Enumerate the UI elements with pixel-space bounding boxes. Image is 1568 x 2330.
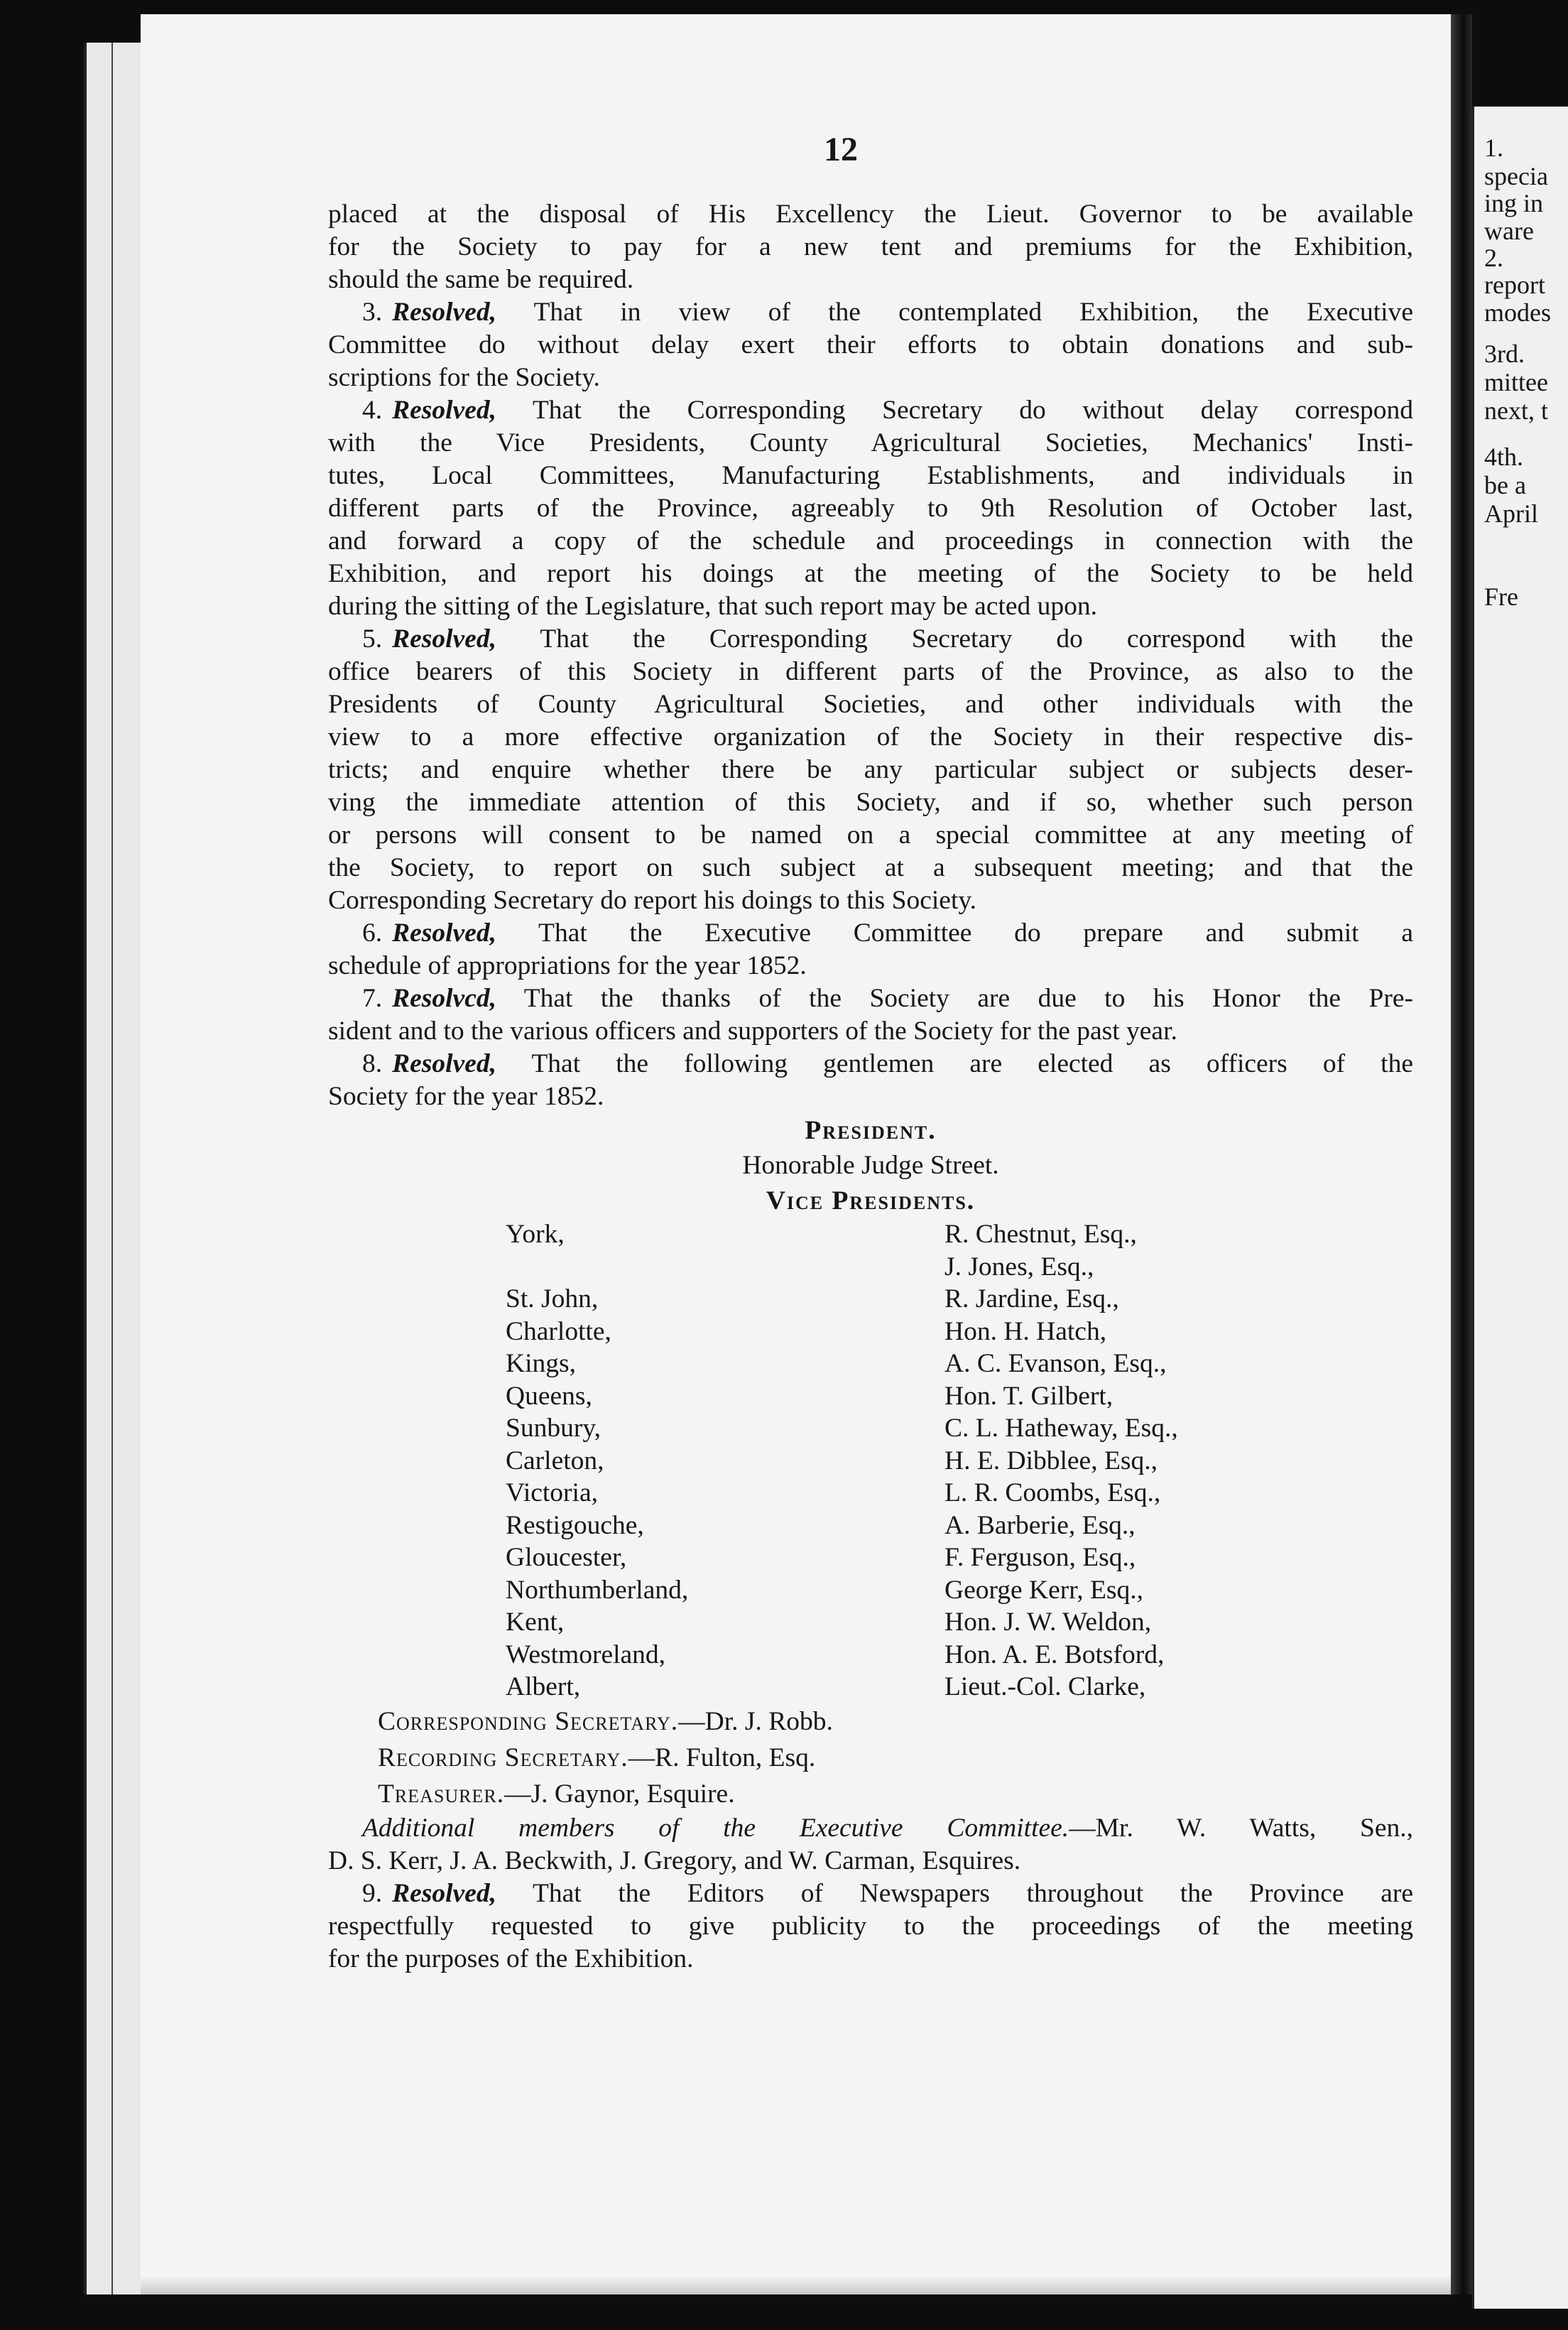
vice-president-row <box>328 1510 1413 1542</box>
additional-members-label: Additional members of the Executive Committee. <box>362 1813 1069 1843</box>
resolution-text: That in view of the contemplated Exhibition, the Executive <box>496 298 1413 327</box>
facing-page-fragment: April <box>1484 499 1538 528</box>
resolution-number: 8. <box>362 1049 383 1078</box>
county-name: Queens, <box>506 1381 592 1411</box>
county-name: Northumberland, <box>506 1575 689 1605</box>
officer-name: —Dr. J. Robb. <box>678 1706 833 1736</box>
resolution <box>328 296 1413 394</box>
text-line <box>328 394 1413 427</box>
officer-name: —J. Gaynor, Esquire. <box>504 1779 735 1809</box>
officer-line <box>328 1740 1413 1776</box>
binding-gutter <box>84 43 146 2294</box>
text-line <box>328 1048 1413 1080</box>
officer-title: Recording Secretary. <box>378 1743 628 1772</box>
county-name: Westmoreland, <box>506 1640 666 1669</box>
president-heading: President. <box>805 1116 937 1145</box>
text-line <box>328 623 1413 656</box>
vice-president-row <box>328 1671 1413 1703</box>
page-number: 12 <box>824 131 858 168</box>
resolution-number: 4. <box>362 396 383 425</box>
text-line <box>328 917 1413 950</box>
vice-president-name: L. R. Coombs, Esq., <box>944 1478 1161 1507</box>
vice-president-row <box>328 1316 1413 1348</box>
text-line: view to a more effective organization of the Society in their respective dis- <box>328 722 1413 752</box>
text-line: ving the immediate attention of this Society, and if so, whether such person <box>328 788 1413 817</box>
text-line <box>328 982 1413 1015</box>
vice-president-row <box>328 1606 1413 1639</box>
vice-president-name: Hon. H. Hatch, <box>944 1316 1107 1346</box>
vice-presidents-heading: Vice Presidents. <box>766 1186 976 1215</box>
book-spine <box>1451 14 1472 2294</box>
text-line: Society for the year 1852. <box>328 1082 604 1111</box>
vice-president-name: R. Chestnut, Esq., <box>944 1220 1137 1249</box>
county-name: Restigouche, <box>506 1510 644 1540</box>
vice-president-name: A. Barberie, Esq., <box>944 1510 1136 1540</box>
county-name: Sunbury, <box>506 1414 601 1443</box>
facing-page-fragment: 3rd. <box>1484 340 1525 368</box>
resolution-text: That the Editors of Newspapers throughout the Province are <box>496 1878 1413 1908</box>
opening-paragraph <box>328 198 1413 296</box>
resolution-number: 5. <box>362 624 383 654</box>
text-line: during the sitting of the Legislature, that such report may be acted upon. <box>328 592 1098 621</box>
text-line: Corresponding Secretary do report his doings to this Society. <box>328 886 977 915</box>
vice-president-row <box>328 1283 1413 1316</box>
county-name: Charlotte, <box>506 1316 611 1346</box>
vice-president-row <box>328 1380 1413 1413</box>
officer-name: —R. Fulton, Esq. <box>628 1743 816 1772</box>
vice-president-name: C. L. Hatheway, Esq., <box>944 1414 1178 1443</box>
county-name: Victoria, <box>506 1478 598 1507</box>
vice-president-name: R. Jardine, Esq., <box>944 1284 1119 1313</box>
vice-president-name: J. Jones, Esq., <box>944 1252 1094 1282</box>
additional-members-names: D. S. Kerr, J. A. Beckwith, J. Gregory, and W. Carman, Esquires. <box>328 1846 1021 1875</box>
vice-president-row <box>328 1348 1413 1380</box>
facing-page-fragment: mittee <box>1484 368 1548 396</box>
text-line: schedule of appropriations for the year 1852. <box>328 951 807 980</box>
text-line: tricts; and enquire whether there be any particular subject or subjects deser- <box>328 755 1413 784</box>
text-line: tutes, Local Committees, Manufacturing Establishments, and individuals in <box>328 461 1413 490</box>
resolution-text: That the Executive Committee do prepare and submit a <box>496 919 1413 948</box>
vice-president-name: Hon. J. W. Weldon, <box>944 1608 1152 1637</box>
facing-page-fragment: 2. <box>1484 244 1503 272</box>
resolution-number: 7. <box>362 984 383 1013</box>
resolution <box>328 623 1413 917</box>
text-line: and forward a copy of the schedule and proceedings in connection with the <box>328 526 1413 556</box>
facing-page-fragment: 1. <box>1484 134 1503 162</box>
officer-line <box>328 1776 1413 1812</box>
vice-president-name: A. C. Evanson, Esq., <box>944 1349 1167 1378</box>
facing-page-fragment: report <box>1484 271 1545 299</box>
text-line: the Society, to report on such subject at a subsequent meeting; and that the <box>328 853 1413 882</box>
resolution-label: Resolved, <box>392 919 496 948</box>
vice-president-row <box>328 1541 1413 1574</box>
facing-page-fragment: be a <box>1484 471 1526 499</box>
facing-page-edge <box>1472 107 1568 2309</box>
president-name: Honorable Judge Street. <box>742 1151 999 1180</box>
text-line <box>328 1877 1413 1910</box>
text-line: for the purposes of the Exhibition. <box>328 1944 694 1973</box>
resolution-9 <box>328 1877 1413 1976</box>
text-line: Exhibition, and report his doings at the meeting of the Society to be held <box>328 559 1413 588</box>
county-name: Kings, <box>506 1349 576 1378</box>
vice-president-row <box>328 1251 1413 1284</box>
resolution <box>328 1048 1413 1113</box>
vice-president-row <box>328 1445 1413 1478</box>
resolution-text: That the thanks of the Society are due to his Honor the Pre- <box>496 984 1413 1013</box>
resolution-number: 3. <box>362 298 383 327</box>
resolution-number: 6. <box>362 919 383 948</box>
vice-presidents-table <box>328 1218 1413 1703</box>
vice-president-row <box>328 1412 1413 1445</box>
vice-president-name: Hon. A. E. Botsford, <box>944 1640 1165 1669</box>
county-name: Albert, <box>506 1672 581 1701</box>
officer-title: Corresponding Secretary. <box>378 1706 679 1736</box>
facing-page-fragment: 4th. <box>1484 443 1524 471</box>
vice-president-name: F. Ferguson, Esq., <box>944 1543 1136 1572</box>
resolution-number: 9. <box>362 1878 383 1908</box>
resolution-text: That the following gentlemen are elected as officers of the <box>496 1049 1413 1078</box>
page-body <box>328 198 1413 1976</box>
text-line: different parts of the Province, agreeably to 9th Resolution of October last, <box>328 494 1413 523</box>
vice-president-row <box>328 1639 1413 1671</box>
officers-list <box>328 1703 1413 1812</box>
resolutions-list <box>328 296 1413 1113</box>
resolution-label: Resolved, <box>392 624 496 654</box>
county-name: St. John, <box>506 1284 599 1313</box>
vice-president-name: George Kerr, Esq., <box>944 1575 1144 1605</box>
text-line: placed at the disposal of His Excellency the Lieut. Governor to be available <box>328 200 1413 229</box>
text-line: office bearers of this Society in different parts of the Province, as also to the <box>328 657 1413 686</box>
resolution-text: That the Corresponding Secretary do without delay correspond <box>496 396 1413 425</box>
officer-title: Treasurer. <box>378 1779 505 1809</box>
vice-president-row <box>328 1574 1413 1607</box>
facing-page-fragment: specia <box>1484 162 1548 190</box>
resolution <box>328 394 1413 623</box>
text-line: Committee do without delay exert their efforts to obtain donations and sub- <box>328 330 1413 359</box>
text-line: for the Society to pay for a new tent and premiums for the Exhibition, <box>328 232 1413 261</box>
text-line: with the Vice Presidents, County Agricultural Societies, Mechanics' Insti- <box>328 428 1413 457</box>
county-name <box>328 1251 944 1284</box>
facing-page-fragment: Fre <box>1484 582 1518 611</box>
resolution <box>328 917 1413 982</box>
county-name: York, <box>506 1220 565 1249</box>
vice-president-name: Hon. T. Gilbert, <box>944 1381 1114 1411</box>
resolution-label: Resolvcd, <box>392 984 496 1013</box>
resolution-text: That the Corresponding Secretary do correspond with the <box>496 624 1413 654</box>
text-line <box>328 296 1413 329</box>
facing-page-fragment: modes <box>1484 298 1551 327</box>
resolution-label: Resolved, <box>392 1878 496 1908</box>
county-name: Carleton, <box>506 1446 604 1475</box>
additional-members-first: —Mr. W. Watts, Sen., <box>1069 1813 1413 1843</box>
vice-president-row <box>328 1477 1413 1510</box>
text-line: should the same be required. <box>328 265 634 294</box>
facing-page-fragment: next, t <box>1484 396 1548 425</box>
resolution-label: Resolved, <box>392 1049 496 1078</box>
vice-president-name: H. E. Dibblee, Esq., <box>944 1446 1158 1475</box>
text-line: Presidents of County Agricultural Societies, and other individuals with the <box>328 690 1413 719</box>
officer-line <box>328 1703 1413 1740</box>
text-line: or persons will consent to be named on a special committee at any meeting of <box>328 820 1413 850</box>
vice-president-name: Lieut.-Col. Clarke, <box>944 1672 1146 1701</box>
text-line: scriptions for the Society. <box>328 363 600 392</box>
text-line: sident and to the various officers and supporters of the Society for the past year. <box>328 1017 1177 1046</box>
additional-members-line <box>328 1812 1413 1845</box>
facing-page-fragment: ing in <box>1484 189 1544 217</box>
vice-president-row <box>328 1218 1413 1251</box>
resolution <box>328 982 1413 1048</box>
resolution-label: Resolved, <box>392 298 496 327</box>
county-name: Gloucester, <box>506 1543 627 1572</box>
gutter-rule <box>111 43 113 2294</box>
county-name: Kent, <box>506 1608 565 1637</box>
facing-page-fragment: ware <box>1484 217 1534 245</box>
resolution-label: Resolved, <box>392 396 496 425</box>
text-line: respectfully requested to give publicity to the proceedings of the meeting <box>328 1911 1413 1941</box>
